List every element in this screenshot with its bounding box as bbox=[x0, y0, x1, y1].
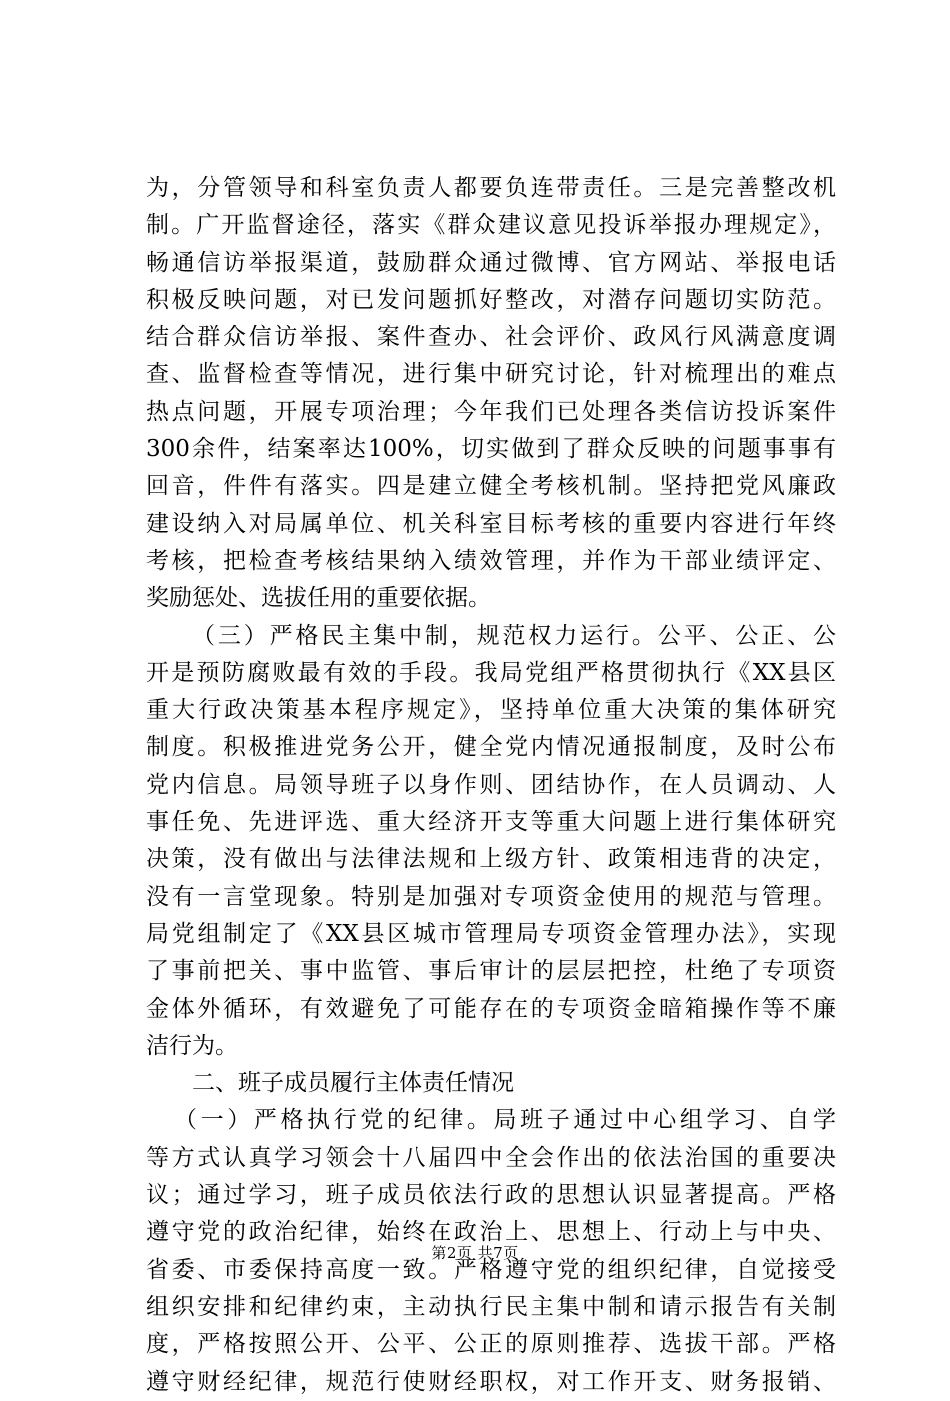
text-line: 局党组制定了《XX县区城市管理局专项资金管理办法》，实现 bbox=[146, 920, 836, 947]
text-line: 结合群众信访举报、案件查办、社会评价、政风行风满意度调 bbox=[146, 324, 836, 351]
text-line: 制。广开监督途径，落实《群众建议意见投诉举报办理规定》， bbox=[146, 212, 836, 239]
section-heading-line: （三）严格民主集中制，规范权力运行。公平、公正、公 bbox=[192, 622, 836, 649]
text-line: 决策，没有做出与法律法规和上级方针、政策相违背的决定， bbox=[146, 846, 836, 873]
text-line: 遵守党的政治纪律，始终在政治上、思想上、行动上与中央、 bbox=[146, 1219, 836, 1246]
text-line: 遵守财经纪律，规范行使财经职权，对工作开支、财务报销、 bbox=[146, 1368, 836, 1395]
text-line: 等方式认真学习领会十八届四中全会作出的依法治国的重要决 bbox=[146, 1144, 836, 1171]
text-line: 省委、市委保持高度一致。严格遵守党的组织纪律，自觉接受 bbox=[146, 1256, 836, 1283]
text-line: 建设纳入对局属单位、机关科室目标考核的重要内容进行年终 bbox=[146, 510, 836, 537]
section-heading-line: （一）严格执行党的纪律。局班子通过中心组学习、自学 bbox=[174, 1107, 836, 1134]
text-line: 制度。积极推进党务公开，健全党内情况通报制度，及时公布 bbox=[146, 734, 836, 761]
text-line: 为，分管领导和科室负责人都要负连带责任。三是完善整改机 bbox=[146, 175, 836, 201]
section-heading: 二、班子成员履行主体责任情况 bbox=[192, 1070, 514, 1097]
text-line: 议；通过学习，班子成员依法行政的思想认识显著提高。严格 bbox=[146, 1182, 836, 1209]
text-line: 组织安排和纪律约束，主动执行民主集中制和请示报告有关制 bbox=[146, 1293, 836, 1320]
text-line: 开是预防腐败最有效的手段。我局党组严格贯彻执行《XX县区 bbox=[146, 659, 836, 686]
text-line: 党内信息。局领导班子以身作则、团结协作，在人员调动、人 bbox=[146, 771, 836, 798]
text-line: 奖励惩处、选拔任用的重要依据。 bbox=[146, 585, 491, 612]
text-line: 重大行政决策基本程序规定》，坚持单位重大决策的集体研究 bbox=[146, 697, 836, 724]
text-line: 了事前把关、事中监管、事后审计的层层把控，杜绝了专项资 bbox=[146, 958, 836, 985]
text-line: 金体外循环，有效避免了可能存在的专项资金暗箱操作等不廉 bbox=[146, 995, 836, 1022]
text-line: 度，严格按照公开、公平、公正的原则推荐、选拔干部。严格 bbox=[146, 1331, 836, 1358]
text-line: 洁行为。 bbox=[146, 1032, 238, 1059]
text-line: 300余件，结案率达100%，切实做到了群众反映的问题事事有 bbox=[146, 436, 836, 463]
text-line: 热点问题，开展专项治理；今年我们已处理各类信访投诉案件 bbox=[146, 398, 836, 425]
text-line: 查、监督检查等情况，进行集中研究讨论，针对梳理出的难点 bbox=[146, 361, 836, 388]
text-line: 积极反映问题，对已发问题抓好整改，对潜存问题切实防范。 bbox=[146, 286, 836, 313]
text-line: 考核，把检查考核结果纳入绩效管理，并作为干部业绩评定、 bbox=[146, 547, 836, 574]
text-line: 没有一言堂现象。特别是加强对专项资金使用的规范与管理。 bbox=[146, 883, 836, 910]
text-line: 畅通信访举报渠道，鼓励群众通过微博、官方网站、举报电话 bbox=[146, 249, 836, 276]
page-number: 第2页 共7页 bbox=[431, 1244, 519, 1262]
text-line: 回音，件件有落实。四是建立健全考核机制。坚持把党风廉政 bbox=[146, 473, 836, 500]
document-body bbox=[146, 170, 836, 1401]
text-line: 事任免、先进评选、重大经济开支等重大问题上进行集体研究 bbox=[146, 809, 836, 836]
